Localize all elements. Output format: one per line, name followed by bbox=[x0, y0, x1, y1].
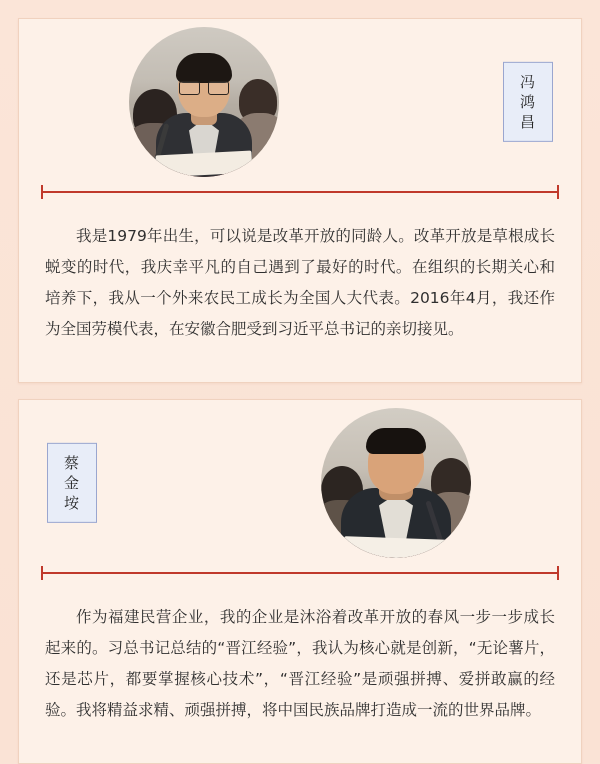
nameplate-char: 冯 bbox=[519, 72, 536, 91]
section-divider-1 bbox=[19, 185, 581, 197]
testimonial-card-1 bbox=[18, 18, 582, 383]
divider-tick-right bbox=[557, 566, 559, 580]
portrait-photo-1 bbox=[129, 27, 279, 177]
nameplate-2 bbox=[47, 443, 97, 523]
nameplate-char: 金 bbox=[63, 473, 80, 492]
testimonial-paragraph-1: 我是1979年出生，可以说是改革开放的同龄人。改革开放是草根成长蜕变的时代，我庆幸平凡的自己遇到了最好的时代。在组织的长期关心和培养下，我从一个外来农民工成长为全国人大代表。2016年4月，我还作为全国劳模代表，在安徽合肥受到习近平总书记的亲切接见。 bbox=[45, 226, 555, 338]
portrait-photo-2 bbox=[321, 408, 471, 558]
nameplate-char: 昌 bbox=[519, 113, 536, 132]
nameplate-wrap-2 bbox=[47, 443, 97, 523]
testimonial-card-2 bbox=[18, 399, 582, 764]
nameplate-wrap-1 bbox=[503, 62, 553, 142]
nameplate-char: 垵 bbox=[63, 494, 80, 513]
nameplate-char: 鸿 bbox=[519, 92, 536, 111]
nameplate-char: 蔡 bbox=[63, 453, 80, 472]
divider-tick-right bbox=[557, 185, 559, 199]
testimonial-paragraph-2: 作为福建民营企业，我的企业是沐浴着改革开放的春风一步一步成长起来的。习总书记总结的“晋江经验”，我认为核心就是创新，“无论薯片，还是芯片，都要掌握核心技术”，“晋江经验”是顽强拼搏、爱拼敢赢的经验。我将精益求精、顽强拼搏，将中国民族品牌打造成一流的世界品牌。 bbox=[45, 607, 555, 719]
photo-row-2 bbox=[19, 400, 581, 566]
nameplate-1 bbox=[503, 62, 553, 142]
photo-row-1 bbox=[19, 19, 581, 185]
divider-line bbox=[41, 191, 559, 193]
divider-line bbox=[41, 572, 559, 574]
section-divider-2 bbox=[19, 566, 581, 578]
